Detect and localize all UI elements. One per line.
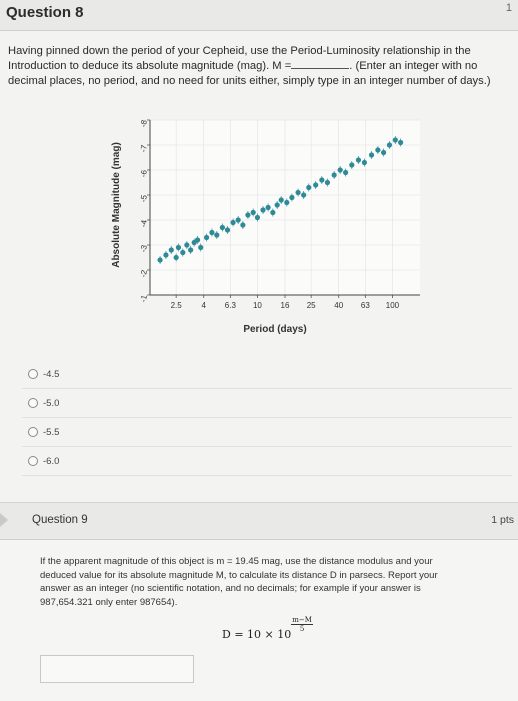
question-8-text-line-1: Having pinned down the period of your Cepheid, use the Period-Luminosity relationship in the <box>8 45 471 57</box>
data-point <box>255 215 260 220</box>
data-point <box>275 202 280 207</box>
data-point <box>295 190 300 195</box>
data-point <box>289 195 294 200</box>
data-point <box>163 252 168 257</box>
y-tick-label: -6 <box>138 169 149 178</box>
x-tick-label: 25 <box>306 301 316 310</box>
question-8-title: Question 8 <box>6 4 84 21</box>
data-point <box>369 152 374 157</box>
data-point <box>279 197 284 202</box>
formula-exponent <box>291 616 313 633</box>
data-point <box>270 210 275 215</box>
question-8-text-line-2a: Introduction to deduce its absolute magnitude (mag). M = <box>8 60 292 72</box>
option-label: -4.5 <box>43 368 60 380</box>
data-point <box>266 205 271 210</box>
y-tick-label: -7 <box>138 144 149 153</box>
question-8-text-line-2b: . (Enter an integer with no <box>349 60 478 72</box>
chart-grid <box>150 120 420 295</box>
option-label: -6.0 <box>43 455 60 467</box>
x-axis-label: Period (days) <box>243 324 307 335</box>
data-point <box>319 177 324 182</box>
x-tick-label: 6.3 <box>224 301 236 310</box>
data-point <box>362 160 367 165</box>
y-tick-label: -5 <box>138 194 149 203</box>
data-point <box>387 142 392 147</box>
data-point <box>214 232 219 237</box>
question-9-panel <box>0 502 518 701</box>
period-luminosity-chart <box>110 110 430 335</box>
option-4[interactable] <box>22 447 512 476</box>
question-9-text-line-4: 987,654.321 only enter 987654). <box>40 596 178 608</box>
question-9-text-line-2: deduced value for its absolute magnitude M, to calculate its distance D in parsecs. Report your <box>40 569 438 581</box>
x-tick-label: 4 <box>201 301 206 310</box>
data-point <box>393 137 398 142</box>
y-tick-labels <box>139 119 149 303</box>
y-tick-label: -4 <box>138 219 149 228</box>
answer-input[interactable] <box>40 655 194 683</box>
x-tick-label: 10 <box>252 301 262 310</box>
data-point <box>236 217 241 222</box>
data-point <box>169 247 174 252</box>
x-tick-label: 16 <box>280 301 290 310</box>
data-point <box>184 242 189 247</box>
data-point <box>251 210 256 215</box>
data-point <box>174 255 179 260</box>
radio-button[interactable] <box>28 398 38 408</box>
option-3[interactable] <box>22 418 512 447</box>
data-point <box>188 247 193 252</box>
data-point <box>306 185 311 190</box>
radio-button[interactable] <box>28 427 38 437</box>
data-point <box>195 237 200 242</box>
x-tick-label: 100 <box>385 301 400 310</box>
data-point <box>260 207 265 212</box>
distance-formula <box>222 616 313 641</box>
y-axis-label: Absolute Magnitude (mag) <box>111 142 122 268</box>
data-point <box>381 150 386 155</box>
data-point <box>225 227 230 232</box>
corner-label: 1 <box>505 2 512 14</box>
x-tick-label: 63 <box>360 301 370 310</box>
data-point <box>176 245 181 250</box>
radio-button[interactable] <box>28 456 38 466</box>
data-point <box>332 172 337 177</box>
data-point <box>398 140 403 145</box>
question-9-text-line-3: answer as an integer (no scientific notation, and no decimals; for example if your answer is <box>40 583 421 594</box>
question-8-header <box>0 0 518 31</box>
radio-button[interactable] <box>28 369 38 379</box>
data-point <box>204 235 209 240</box>
question-9-text <box>40 555 490 609</box>
data-point <box>313 182 318 187</box>
exponent-numerator: m−M <box>292 616 312 624</box>
data-point <box>209 230 214 235</box>
data-point <box>198 245 203 250</box>
question-9-header <box>0 503 518 540</box>
question-8-text <box>8 44 508 89</box>
x-tick-labels <box>171 301 400 310</box>
option-2[interactable] <box>22 389 512 418</box>
x-tick-label: 40 <box>334 301 344 310</box>
question-8-text-line-3: decimal places, no period, and no need for units either, simply type in an integer number of days.) <box>8 75 491 87</box>
exponent-denominator: 5 <box>299 625 305 633</box>
question-9-text-line-1: If the apparent magnitude of this object is m = 19.45 mag, use the distance modulus and your <box>40 556 433 567</box>
data-point <box>180 250 185 255</box>
formula-lhs: D = 10 × 10 <box>222 628 292 641</box>
option-label: -5.0 <box>43 397 60 409</box>
question-9-title: Question 9 <box>32 514 88 526</box>
option-1[interactable] <box>22 360 512 389</box>
data-point <box>157 257 162 262</box>
data-point <box>343 170 348 175</box>
data-point <box>325 180 330 185</box>
y-tick-label: -2 <box>138 269 149 278</box>
data-point <box>245 212 250 217</box>
data-point <box>301 192 306 197</box>
points-label: 1 pts <box>491 514 514 526</box>
flag-arrow-icon[interactable] <box>0 513 8 527</box>
answer-options <box>22 360 512 476</box>
option-label: -5.5 <box>43 426 60 438</box>
data-point <box>220 225 225 230</box>
data-point <box>375 147 380 152</box>
y-tick-label: -8 <box>138 119 149 128</box>
y-tick-label: -1 <box>138 294 149 303</box>
data-point <box>230 220 235 225</box>
data-point <box>349 162 354 167</box>
x-tick-label: 2.5 <box>170 301 182 310</box>
y-tick-label: -3 <box>138 244 149 253</box>
data-point <box>284 200 289 205</box>
question-8-text-line-2 <box>8 59 508 74</box>
data-point <box>356 157 361 162</box>
data-point <box>240 222 245 227</box>
answer-blank <box>291 59 349 69</box>
data-point <box>338 167 343 172</box>
